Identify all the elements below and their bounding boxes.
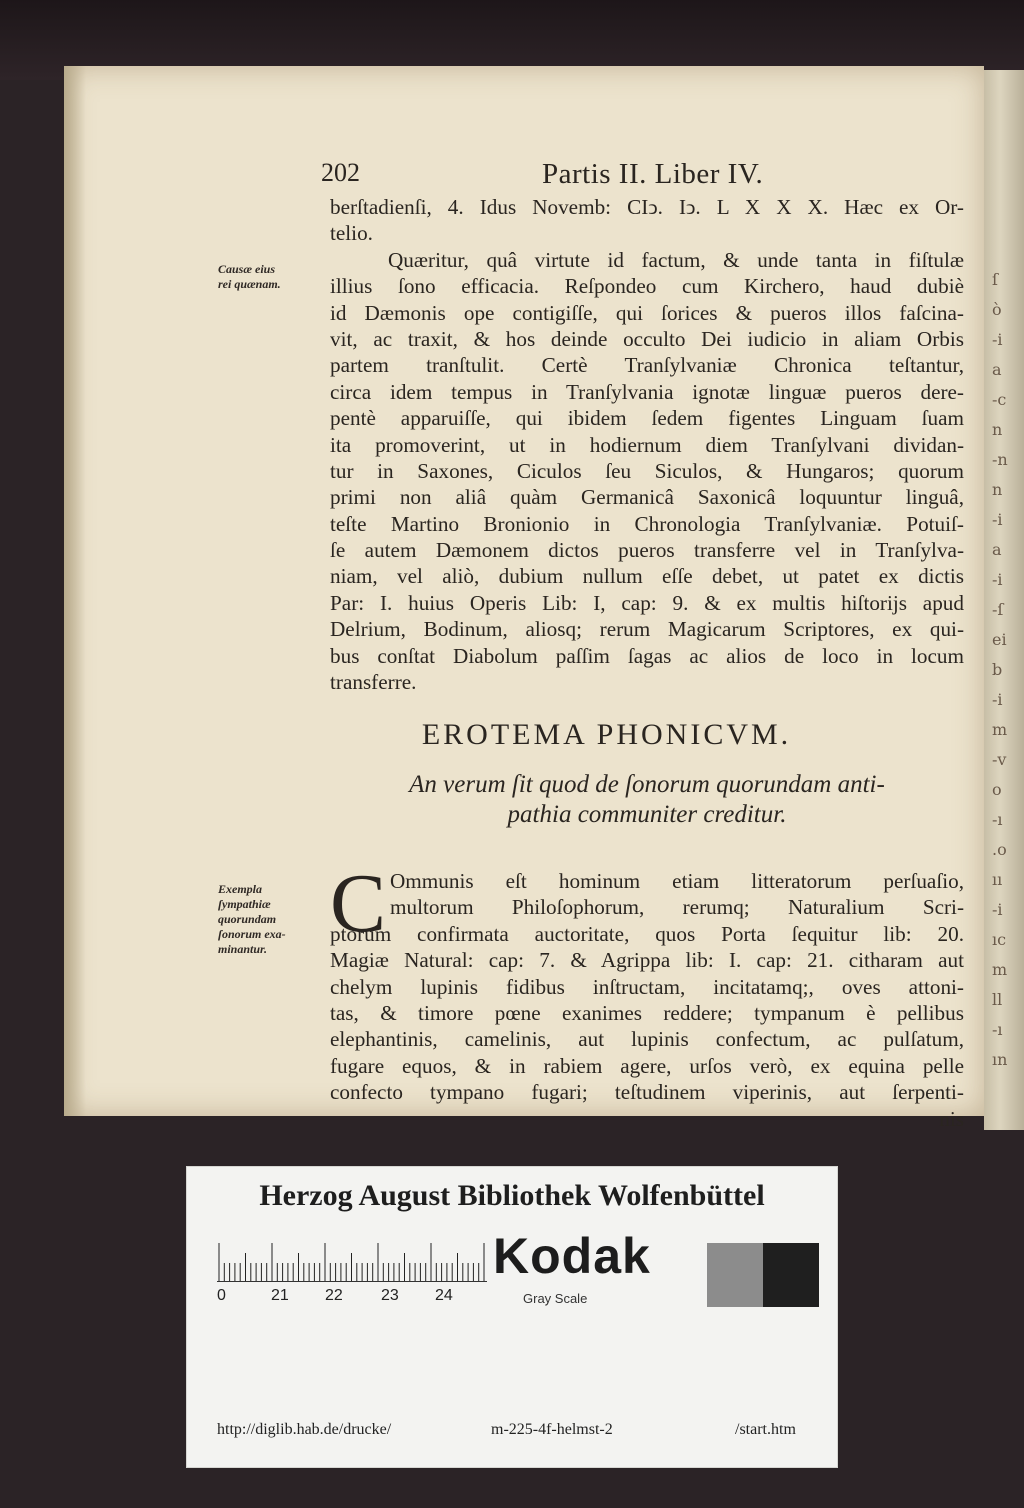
kodak-logo: Kodak	[493, 1228, 651, 1284]
book-page	[64, 66, 984, 1131]
text-line: multorum Philoſophorum, rerumq; Naturalium Scri-	[390, 895, 964, 920]
facing-page-fragment: ei	[992, 630, 1007, 649]
facing-page-fragment: ın	[992, 1050, 1008, 1069]
page-gutter-shadow	[64, 66, 86, 1116]
text-line: Delrium, Bodinum, aliosq; rerum Magicarum Scriptores, ex qui-	[330, 617, 964, 642]
text-line: ita promoverint, ut in hodiernum diem Tranſylvani dividan-	[330, 432, 964, 457]
margin-note-line: Causæ eius	[218, 262, 276, 276]
facing-page-fragment: ſ	[992, 270, 998, 289]
facing-page-fragment: -ı	[992, 810, 1003, 829]
text-line: niam, vel aliò, dubium nullum eſſe debet, ut patet ex dictis	[330, 564, 964, 589]
text-line: tas, & timore pœne exanimes reddere; tympanum è pellibus	[330, 1000, 964, 1025]
scale-number: 24	[435, 1287, 453, 1304]
facing-page-fragment: -c	[992, 390, 1007, 409]
text-line: bus conſtat Diabolum paſſim ſagas ac alios de loco in locum	[330, 643, 964, 668]
facing-page-fragment: n	[992, 480, 1003, 499]
library-name: Herzog August Bibliothek Wolfenbüttel	[259, 1179, 765, 1212]
scale-baseline	[217, 1281, 487, 1282]
scale-number: 23	[381, 1287, 399, 1304]
facing-page-fragment: ıı	[992, 870, 1003, 889]
margin-note-causae	[218, 262, 281, 292]
text-line: pentè apparuiſſe, qui ibidem ſedem figentes Linguam ſuam	[330, 406, 964, 431]
text-line: primi non aliâ quàm Germanicâ Saxonicâ loquuntur linguâ,	[330, 485, 964, 510]
margin-note-line: rei quænam.	[218, 277, 281, 291]
margin-note-line: Exempla	[218, 882, 262, 896]
section-subheading	[330, 770, 964, 830]
text-line: telio.	[330, 221, 373, 246]
margin-note-line: quorundam	[218, 912, 277, 926]
url-middle: m-225-4f-helmst-2	[491, 1421, 613, 1438]
text-line: illius ſono efficacia. Reſpondeo cum Kirchero, haud dubiè	[330, 274, 964, 299]
facing-page-fragment: ò	[992, 300, 1002, 319]
facing-page-fragment: -ſ	[992, 600, 1004, 619]
text-line: partem tranſtulit. Certè Tranſylvaniæ Chronica teſtantur,	[330, 353, 964, 378]
gray-scale-label: Gray Scale	[523, 1291, 588, 1306]
margin-note-line: minantur.	[218, 942, 268, 956]
section-heading: EROTEMA PHONICVM.	[421, 718, 792, 751]
facing-page-fragment: m	[992, 960, 1008, 979]
facing-page-fragment: .o	[992, 840, 1007, 859]
margin-note-line: ſonorum exa-	[218, 927, 286, 941]
facing-page-fragment: -i	[992, 330, 1003, 349]
facing-page-fragment: -v	[992, 750, 1007, 769]
text-line: nis	[939, 1106, 964, 1131]
text-line: Magiæ Natural: cap: 7. & Agrippa lib: I. cap: 21. citharam aut	[330, 948, 964, 973]
text-line: elephantinis, camelinis, aut lupinis confectum, ac pulſatum,	[330, 1027, 964, 1052]
facing-page-fragment: -i	[992, 690, 1003, 709]
text-line: Par: I. huius Operis Lib: I, cap: 9. & ex multis hiſtorijs apud	[330, 590, 964, 615]
facing-page-fragment: a	[992, 540, 1002, 559]
text-line: tur in Saxones, Ciculos ſeu Siculos, & Hungaros; quorum	[330, 458, 964, 483]
facing-page-fragment: o	[992, 780, 1002, 799]
facing-page-fragment: a	[992, 360, 1002, 379]
text-line: chelym lupinis fidibus inſtructam, incitatamq;, oves attoni-	[330, 974, 964, 999]
margin-note-exempla	[218, 882, 286, 957]
facing-page-fragment: -ı	[992, 1020, 1003, 1039]
facing-page-edge	[984, 70, 1024, 1130]
text-line: Quæritur, quâ virtute id factum, & unde tanta in fiſtulæ	[388, 247, 964, 272]
text-line: vit, ac traxit, & hos deinde occulto Dei iudicio in aliam Orbis	[330, 326, 964, 351]
text-line: berſtadienſi, 4. Idus Novemb: CIↄ. Iↄ. L X X X. Hæc ex Or-	[330, 195, 964, 219]
text-line: ſe autem Dæmonem dictos pueros transferre vel in Tranſylva-	[330, 538, 964, 563]
gray-swatch	[707, 1243, 763, 1307]
measurement-scale	[217, 1241, 487, 1281]
facing-page-fragment: ıc	[992, 930, 1007, 949]
margin-note-line: ſympathiæ	[218, 897, 271, 911]
url-left: http://diglib.hab.de/drucke/	[217, 1421, 392, 1438]
body-text-bottom	[330, 868, 964, 1132]
text-line: fugare equos, & in rabiem agere, urſos verò, ex equina pelle	[330, 1053, 964, 1078]
text-line: id Dæmonis ope contigiſſe, qui ſorices & pueros illos faſcina-	[330, 300, 964, 325]
scale-number: 22	[325, 1287, 343, 1304]
facing-page-fragment: n	[992, 420, 1003, 439]
text-line: Ommunis eſt hominum etiam litteratorum perſuaſio,	[390, 869, 964, 893]
facing-page-fragment: -n	[992, 450, 1008, 469]
scale-number: 21	[271, 1287, 289, 1304]
scale-number: 0	[217, 1287, 226, 1304]
facing-page-fragment: b	[992, 660, 1003, 679]
facing-page-fragment: -i	[992, 570, 1003, 589]
text-line: ptorum confirmata auctoritate, quos Porta ſequitur lib: 20.	[330, 921, 964, 946]
page-number: 202	[321, 158, 360, 187]
body-text-top	[330, 194, 964, 695]
facing-page-fragment: -i	[992, 900, 1003, 919]
facing-page-fragment: ll	[992, 990, 1003, 1009]
facing-page-fragment: -i	[992, 510, 1003, 529]
url-right: /start.htm	[735, 1421, 796, 1438]
text-line: teſte Martino Bronionio in Chronologia Tranſylvaniæ. Potuiſ-	[330, 511, 964, 536]
running-title: Partis II. Liber IV.	[542, 158, 764, 190]
drop-cap: C	[330, 857, 387, 950]
color-target-card	[186, 1166, 838, 1468]
subheading-line: An verum ſit quod de ſonorum quorundam anti-	[409, 771, 885, 798]
black-swatch	[763, 1243, 819, 1307]
text-line: transferre.	[330, 670, 417, 695]
text-line: confecto tympano fugari; teſtudinem viperinis, aut ſerpenti-	[330, 1080, 964, 1105]
subheading-line: pathia communiter creditur.	[507, 801, 787, 828]
page-header	[64, 158, 984, 198]
text-line: circa idem tempus in Tranſylvania ignotæ linguæ pueros dere-	[330, 379, 964, 404]
facing-page-fragment: m	[992, 720, 1008, 739]
